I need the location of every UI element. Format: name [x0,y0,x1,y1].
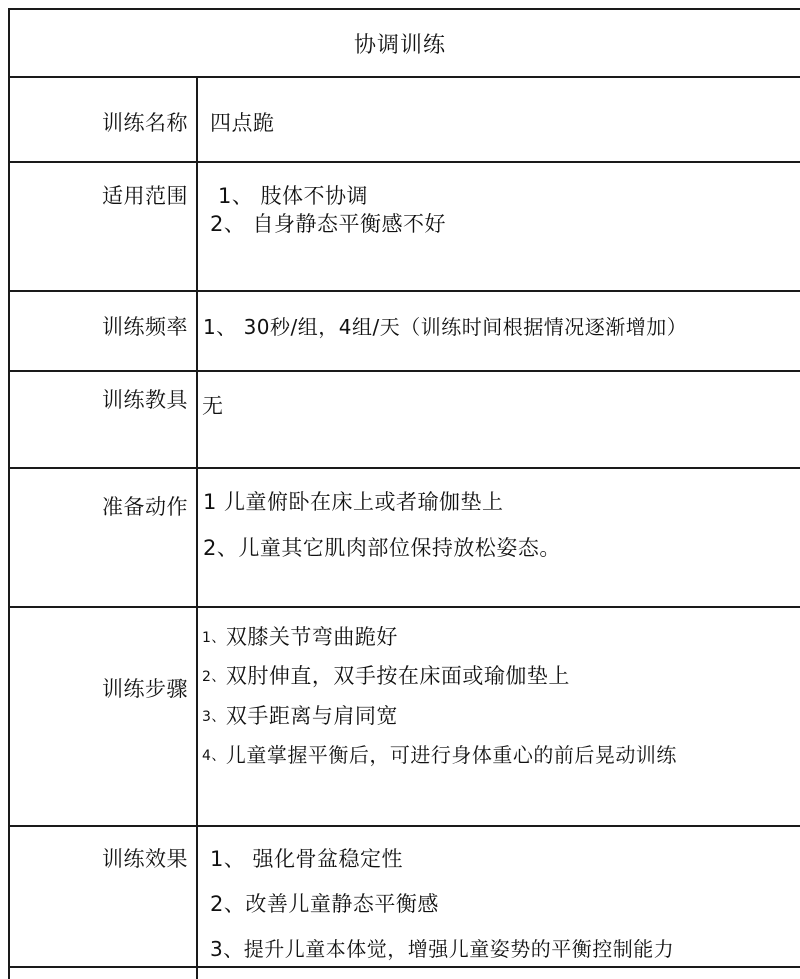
row-value-line: 1、 肢体不协调 [218,184,369,208]
row-divider [8,966,800,968]
step-item [202,742,677,769]
row-value-line: 2、改善儿童静态平衡感 [210,892,439,916]
step-text: 双肘伸直，双手按在床面或瑜伽垫上 [225,664,570,688]
row-divider [8,76,800,78]
step-number: 4、 [202,748,226,764]
row-label: 训练名称 [102,111,188,135]
step-text: 双手距离与肩同宽 [225,704,398,728]
step-text: 双膝关节弯曲跪好 [225,625,398,649]
row-divider [8,606,800,608]
table-border-top [8,8,800,10]
row-value-line: 3、提升儿童本体觉，增强儿童姿势的平衡控制能力 [210,937,675,961]
row-value: 1、 30秒/组，4组/天（训练时间根据情况逐渐增加） [203,315,688,339]
row-label: 准备动作 [102,495,188,519]
step-item [202,703,398,730]
row-value: 无 [202,394,224,418]
row-divider [8,825,800,827]
row-divider [8,370,800,372]
row-divider [8,467,800,469]
row-divider [8,161,800,163]
step-item [202,663,570,690]
row-label: 适用范围 [102,184,188,208]
row-label: 训练频率 [102,315,188,339]
row-value-line: 1、 强化骨盆稳定性 [210,847,404,871]
step-number: 3、 [202,709,226,725]
row-label: 训练效果 [102,847,188,871]
row-value: 四点跪 [210,111,275,135]
row-label: 训练步骤 [102,677,188,701]
row-label: 训练教具 [102,388,188,412]
column-divider [196,76,198,979]
row-value-line: 1 儿童俯卧在床上或者瑜伽垫上 [203,490,504,514]
row-divider [8,290,800,292]
row-value-line: 2、儿童其它肌肉部位保持放松姿态。 [203,536,561,560]
table-title: 协调训练 [353,33,446,58]
row-value-line: 2、 自身静态平衡感不好 [210,212,447,236]
step-number: 2、 [202,669,226,685]
step-text: 儿童掌握平衡后，可进行身体重心的前后晃动训练 [225,743,677,767]
step-number: 1、 [202,630,226,646]
step-item [202,624,398,651]
